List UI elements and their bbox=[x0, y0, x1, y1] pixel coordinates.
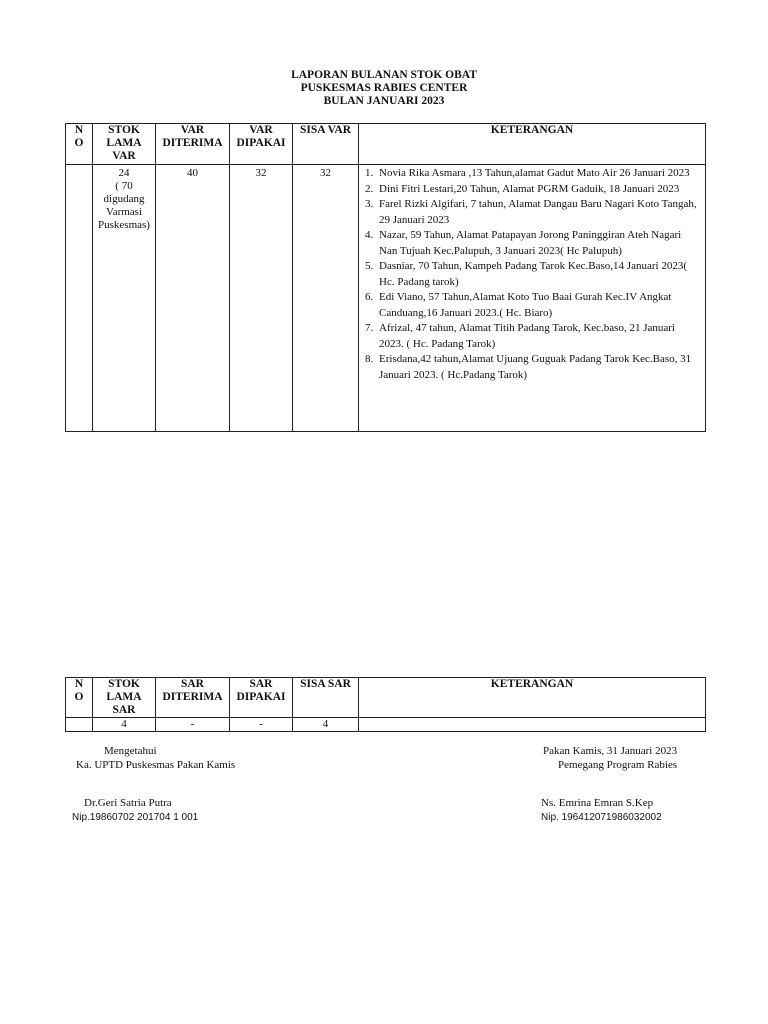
table-row bbox=[66, 165, 706, 432]
sig-right-nip: Nip. 196412071986032002 bbox=[541, 812, 662, 823]
col-header-dipakai: SAR DIPAKAI bbox=[230, 678, 293, 718]
cell-stok-lama: 4 bbox=[93, 718, 156, 732]
list-item: 3. Farel Rizki Algifari, 7 tahun, Alamat Dangau Baru Nagari Koto Tangah, 29 Januari 2023 bbox=[365, 198, 697, 226]
list-item: 6. Edi Viano, 57 Tahun,Alamat Koto Tuo Baai Gurah Kec.IV Angkat Canduang,16 Januari 2023.( Hc. Biaro) bbox=[365, 291, 672, 319]
col-header-no: N O bbox=[66, 124, 93, 165]
cell-keterangan bbox=[359, 165, 706, 432]
sar-table-header-row bbox=[66, 678, 706, 718]
list-item: 8. Erisdana,42 tahun,Alamat Ujuang Guguak Padang Tarok Kec.Baso, 31 Januari 2023. ( Hc.Padang Tarok) bbox=[365, 353, 692, 381]
cell-sisa: 32 bbox=[293, 165, 359, 432]
col-header-sisa: SISA SAR bbox=[293, 678, 359, 718]
sig-left-jabatan: Ka. UPTD Puskesmas Pakan Kamis bbox=[76, 759, 236, 771]
sig-left-nip: Nip.19860702 201704 1 001 bbox=[72, 812, 199, 823]
cell-diterima: 40 bbox=[156, 165, 230, 432]
list-item: 1. Novia Rika Asmara ,13 Tahun,alamat Gadut Mato Air 26 Januari 2023 bbox=[365, 167, 690, 179]
col-header-keterangan: KETERANGAN bbox=[359, 678, 706, 718]
report-title-line3: BULAN JANUARI 2023 bbox=[323, 95, 445, 107]
cell-keterangan bbox=[359, 718, 706, 732]
col-header-diterima: VAR DITERIMA bbox=[156, 124, 230, 165]
cell-sisa: 4 bbox=[293, 718, 359, 732]
patient-list bbox=[359, 166, 705, 383]
col-header-stok-lama: STOK LAMA VAR bbox=[93, 124, 156, 165]
cell-stok-lama: 24 ( 70 digudang Varmasi Puskesmas) bbox=[93, 165, 156, 432]
col-header-dipakai: VAR DIPAKAI bbox=[230, 124, 293, 165]
cell-diterima: - bbox=[156, 718, 230, 732]
sig-left-nama: Dr.Geri Satria Putra bbox=[84, 797, 172, 809]
cell-no bbox=[66, 718, 93, 732]
sig-right-jabatan: Pemegang Program Rabies bbox=[558, 759, 678, 771]
sig-right-tanggal: Pakan Kamis, 31 Januari 2023 bbox=[543, 745, 678, 757]
list-item: 5. Dasniar, 70 Tahun, Kampeh Padang Tarok Kec.Baso,14 Januari 2023( Hc. Padang tarok) bbox=[365, 260, 687, 288]
sar-stock-table bbox=[65, 677, 706, 732]
cell-no bbox=[66, 165, 93, 432]
cell-dipakai: - bbox=[230, 718, 293, 732]
list-item: 7. Afrizal, 47 tahun, Alamat Titih Padang Tarok, Kec.baso, 21 Januari 2023. ( Hc. Padang Tarok) bbox=[365, 322, 675, 350]
sig-left-mengetahui: Mengetahui bbox=[104, 745, 157, 757]
list-item: 4. Nazar, 59 Tahun, Alamat Patapayan Jorong Paninggiran Ateh Nagari Nan Tujuah Kec.Palupuh, 3 Januari 2023( Hc Palupuh) bbox=[365, 229, 682, 257]
col-header-stok-lama: STOK LAMA SAR bbox=[93, 678, 156, 718]
report-title-line1: LAPORAN BULANAN STOK OBAT bbox=[291, 69, 477, 81]
sig-right-nama: Ns. Emrina Emran S.Kep bbox=[541, 797, 654, 809]
var-stock-table bbox=[65, 123, 706, 432]
report-title-line2: PUSKESMAS RABIES CENTER bbox=[300, 82, 468, 94]
cell-dipakai: 32 bbox=[230, 165, 293, 432]
col-header-no: N O bbox=[66, 678, 93, 718]
table-row bbox=[66, 718, 706, 732]
var-table-header-row bbox=[66, 124, 706, 165]
col-header-diterima: SAR DITERIMA bbox=[156, 678, 230, 718]
list-item: 2. Dini Fitri Lestari,20 Tahun, Alamat PGRM Gaduik, 18 Januari 2023 bbox=[365, 182, 680, 195]
col-header-sisa: SISA VAR bbox=[293, 124, 359, 165]
col-header-keterangan: KETERANGAN bbox=[359, 124, 706, 165]
